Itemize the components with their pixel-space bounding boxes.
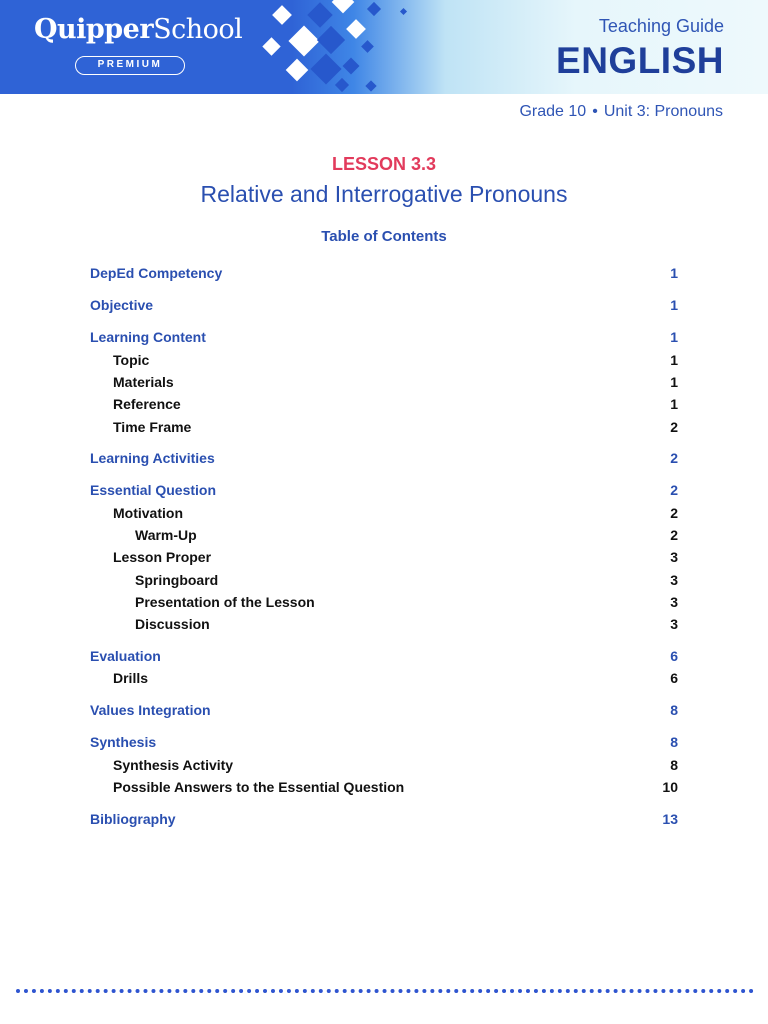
toc-entry-page: 3: [670, 572, 678, 588]
toc-entry-page: 3: [670, 549, 678, 565]
toc-entry-label: Time Frame: [113, 419, 192, 435]
toc-entry-label: Evaluation: [90, 648, 161, 664]
unit-label: Unit 3: Pronouns: [603, 103, 723, 120]
toc-entry-page: 13: [662, 811, 678, 827]
toc-entry-label: DepEd Competency: [90, 265, 223, 281]
quipper-school-logo: [34, 14, 243, 80]
toc-subentry[interactable]: [90, 755, 678, 775]
toc-subentry[interactable]: [90, 614, 678, 634]
toc-entry-label: Reference: [113, 396, 181, 412]
toc-subentry[interactable]: [90, 350, 678, 370]
toc-subentry[interactable]: [90, 668, 678, 688]
toc-subentry[interactable]: [90, 394, 678, 414]
grade-label: Grade 10: [519, 103, 587, 120]
toc-subentry[interactable]: [90, 417, 678, 437]
toc-entry-label: Learning Activities: [90, 450, 215, 466]
toc-subentry[interactable]: [90, 525, 678, 545]
header-banner: [0, 0, 768, 94]
toc-entry-label: Springboard: [135, 572, 219, 588]
toc-entry-page: 1: [670, 374, 678, 390]
footer-dotted-divider: [16, 989, 754, 993]
toc-entry[interactable]: [90, 646, 678, 666]
toc-entry[interactable]: [90, 732, 678, 752]
toc-entry-label: Essential Question: [90, 482, 217, 498]
toc-entry-label: Possible Answers to the Essential Question: [113, 779, 405, 795]
toc-entry-page: 8: [670, 757, 678, 773]
toc-entry-page: 1: [670, 265, 678, 281]
toc-subentry[interactable]: [90, 592, 678, 612]
toc-entry[interactable]: [90, 480, 678, 500]
toc-entry-page: 10: [662, 779, 678, 795]
logo-wordmark: QuipperSchool: [34, 14, 243, 45]
toc-entry-page: 8: [670, 702, 678, 718]
toc-entry-page: 8: [670, 734, 678, 750]
lesson-title: Relative and Interrogative Pronouns: [200, 181, 568, 207]
toc-entry[interactable]: [90, 327, 678, 347]
toc-entry[interactable]: [90, 263, 678, 283]
toc-entry-page: 1: [670, 396, 678, 412]
toc-entry-page: 1: [670, 329, 678, 345]
toc-subentry[interactable]: [90, 372, 678, 392]
toc-entry[interactable]: [90, 809, 678, 829]
toc-entry-label: Learning Content: [90, 329, 206, 345]
toc-heading: Table of Contents: [321, 228, 447, 245]
premium-badge: PREMIUM: [75, 56, 185, 75]
toc-entry-page: 2: [670, 505, 678, 521]
toc-entry-label: Objective: [90, 297, 154, 313]
toc-entry-page: 2: [670, 450, 678, 466]
toc-entry-label: Materials: [113, 374, 174, 390]
bullet-separator: •: [592, 103, 598, 120]
toc-entry[interactable]: [90, 448, 678, 468]
toc-subentry[interactable]: [90, 777, 678, 797]
toc-entry-page: 3: [670, 616, 678, 632]
toc-entry-label: Values Integration: [90, 702, 211, 718]
toc-entry-page: 2: [670, 482, 678, 498]
toc-entry-page: 3: [670, 594, 678, 610]
diamond-pattern-decoration: [255, 0, 425, 94]
toc-subentry[interactable]: [90, 570, 678, 590]
toc-entry[interactable]: [90, 295, 678, 315]
toc-entry-label: Warm-Up: [135, 527, 197, 543]
toc-entry[interactable]: [90, 700, 678, 720]
toc-entry-page: 6: [670, 648, 678, 664]
toc-entry-page: 2: [670, 419, 678, 435]
toc-entry-page: 6: [670, 670, 678, 686]
grade-unit-line: [519, 103, 723, 121]
toc-entry-page: 2: [670, 527, 678, 543]
toc-entry-label: Discussion: [135, 616, 210, 632]
lesson-number: LESSON 3.3: [331, 154, 437, 174]
toc-entry-label: Motivation: [113, 505, 183, 521]
toc-entry-label: Presentation of the Lesson: [135, 594, 315, 610]
toc-entry-label: Synthesis Activity: [113, 757, 234, 773]
toc-entry-page: 1: [670, 297, 678, 313]
toc-subentry[interactable]: [90, 547, 678, 567]
toc-entry-label: Lesson Proper: [113, 549, 212, 565]
toc-entry-label: Bibliography: [90, 811, 176, 827]
toc-subentry[interactable]: [90, 503, 678, 523]
subject-title: ENGLISH: [556, 40, 724, 81]
toc-entry-label: Drills: [113, 670, 149, 686]
teaching-guide-label: Teaching Guide: [598, 16, 724, 36]
toc-entry-label: Synthesis: [90, 734, 157, 750]
toc-entry-page: 1: [670, 352, 678, 368]
toc-entry-label: Topic: [113, 352, 150, 368]
